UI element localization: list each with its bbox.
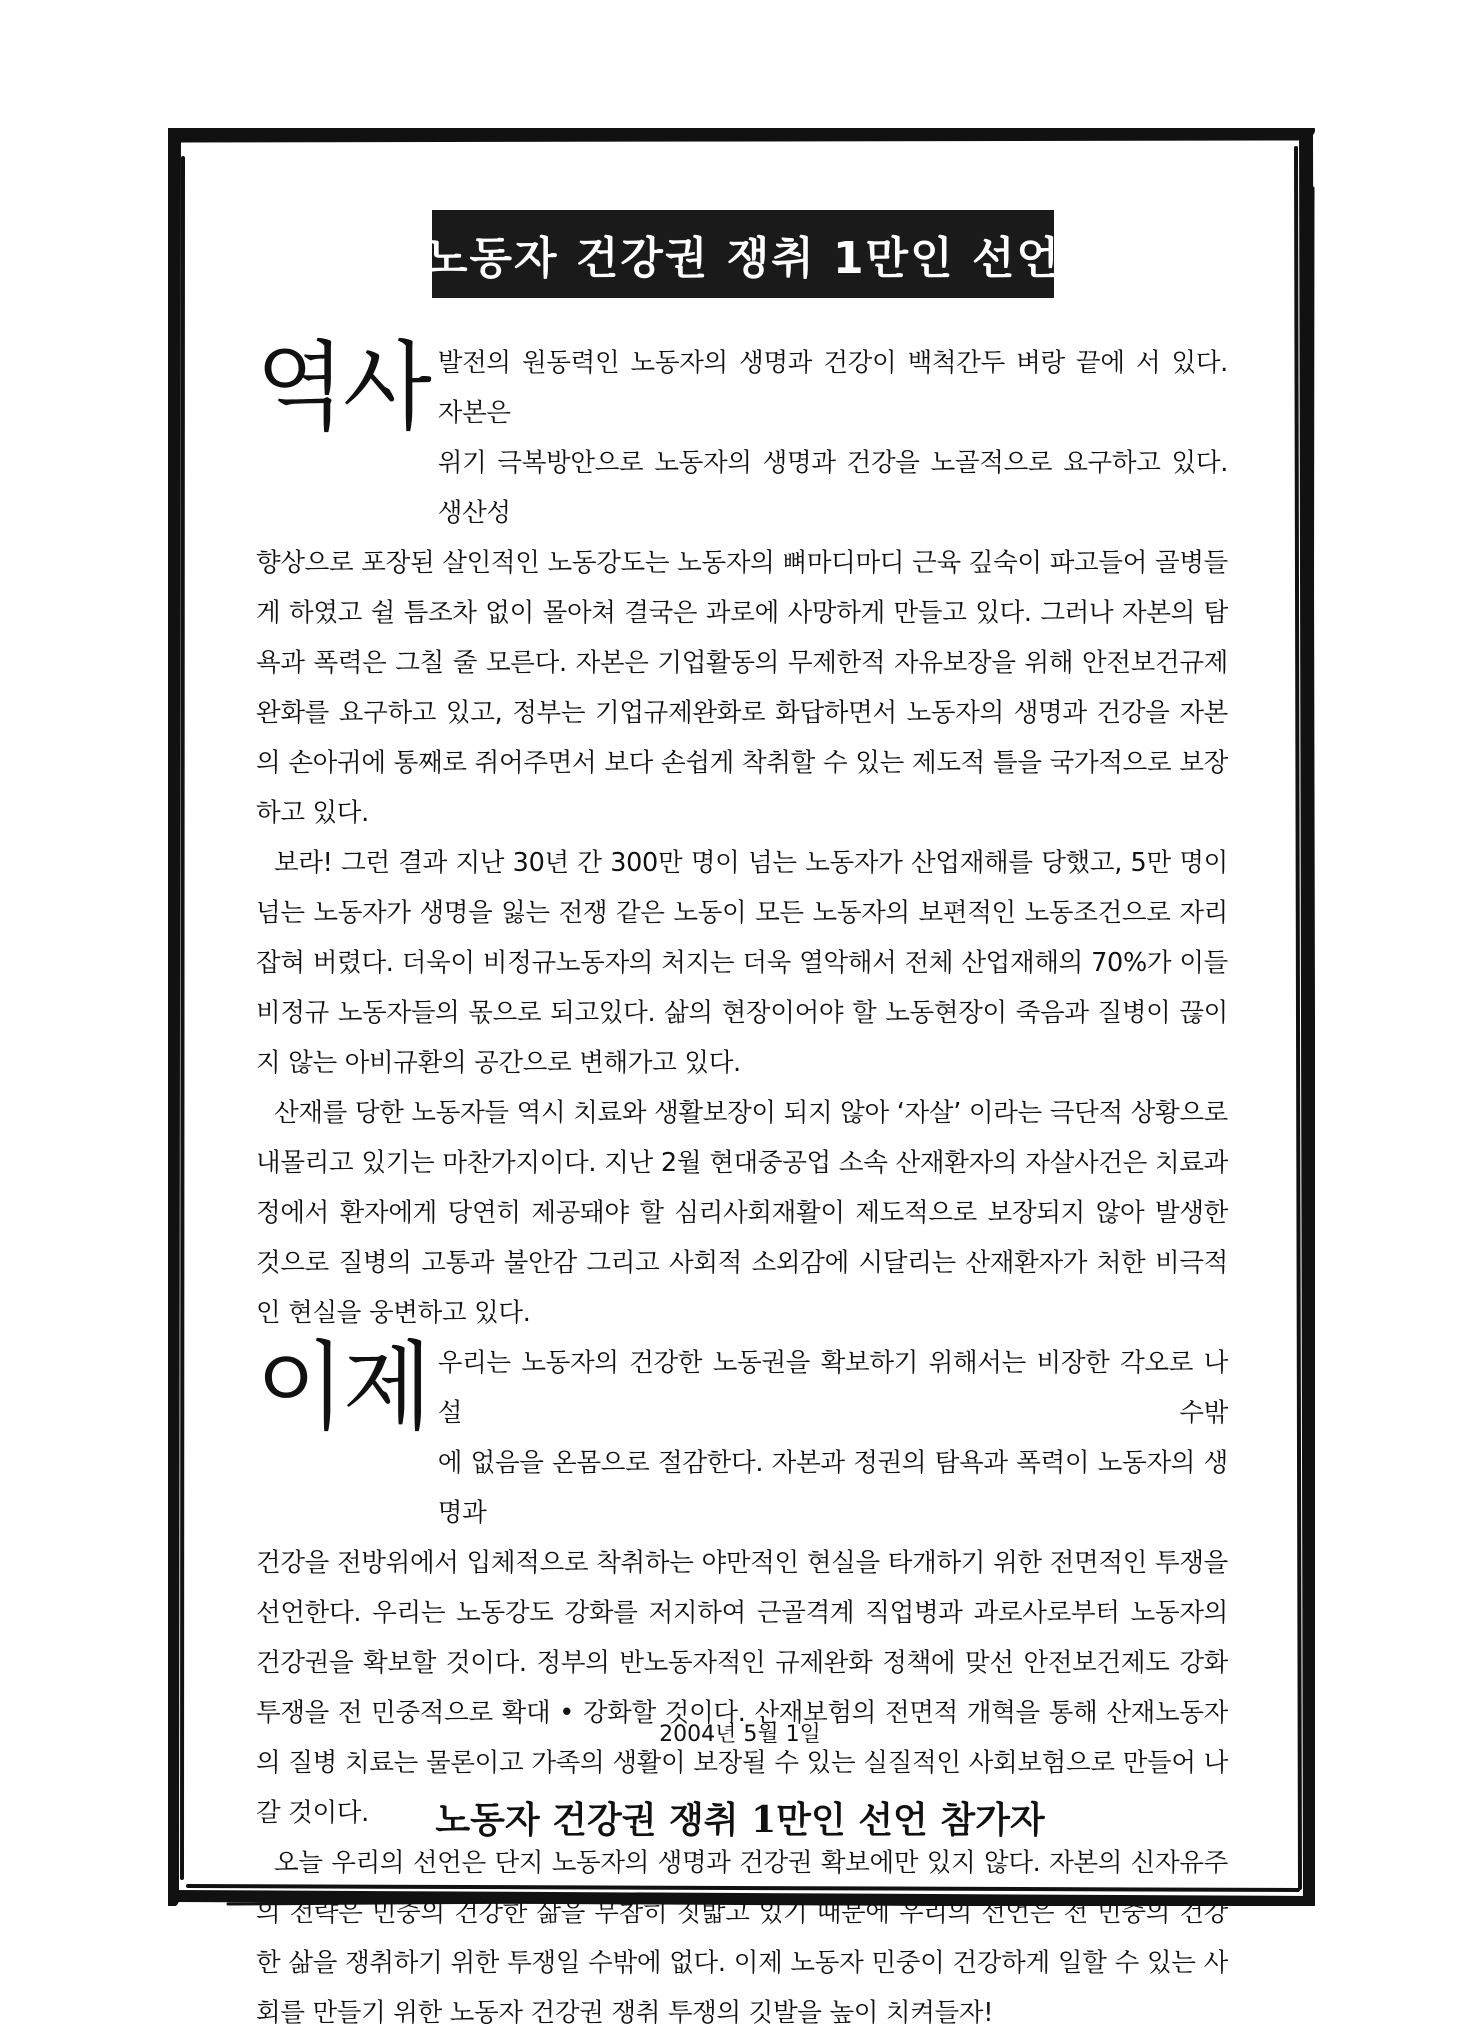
section-1-opening xyxy=(256,331,1228,538)
dropcap-yeoksa: 역사 xyxy=(256,331,430,444)
paragraph-2: 보라! 그런 결과 지난 30년 간 300만 명이 넘는 노동자가 산업재해를 당했고, 5만 명이 넘는 노동자가 생명을 잃는 전쟁 같은 노동이 모든 노동자의 보편적인 노동조건으로 자리잡혀 버렸다. 더욱이 비정규노동자의 처지는 더욱 열악해서 전체 산업재해의 70%가 이들 비정규 노동자들의 몫으로 되고있다. 삶의 현장이어야 할 노동현장이 죽음과 질병이 끊이지 않는 아비규환의 공간으로 변해가고 있다. xyxy=(256,848,1228,1078)
section-1-rest: 향상으로 포장된 살인적인 노동강도는 노동자의 뼈마디마디 근육 깊숙이 파고들어 골병들게 하였고 쉴 틈조차 없이 몰아쳐 결국은 과로에 사망하게 만들고 있다. 그러나 자본의 탐욕과 폭력은 그칠 줄 모른다. 자본은 기업활동의 무제한적 자유보장을 위해 안전보건규제완화를 요구하고 있고, 정부는 기업규제완화로 화답하면서 노동자의 생명과 건강을 자본의 손아귀에 통째로 쥐어주면서 보다 손쉽게 착취할 수 있는 제도적 틀을 국가적으로 보장하고 있다. xyxy=(256,548,1228,828)
title-banner xyxy=(425,210,1061,298)
paragraph-3: 산재를 당한 노동자들 역시 치료와 생활보장이 되지 않아 ‘자살’ 이라는 극단적 상황으로 내몰리고 있기는 마찬가지이다. 지난 2월 현대중공업 소속 산재환자의 자살사건은 치료과정에서 환자에게 당연히 제공돼야 할 심리사회재활이 제도적으로 보장되지 않아 발생한 것으로 질병의 고통과 불안감 그리고 사회적 소외감에 시달리는 산재환자가 처한 비극적인 현실을 웅변하고 있다. xyxy=(256,1098,1228,1328)
dropcap-ije: 이제 xyxy=(256,1331,430,1444)
section-2-line-1: 우리는 노동자의 건강한 노동권을 확보하기 위해서는 비장한 각오로 나설 수밖 xyxy=(437,1348,1228,1428)
section-1-line-1: 발전의 원동력인 노동자의 생명과 건강이 백척간두 벼랑 끝에 서 있다. 자본은 xyxy=(437,348,1228,428)
declaration-body xyxy=(256,331,1228,2038)
section-1-line-2: 위기 극복방안으로 노동자의 생명과 건강을 노골적으로 요구하고 있다. 생산성 xyxy=(437,448,1228,528)
paragraph-5: 오늘 우리의 선언은 단지 노동자의 생명과 건강권 확보에만 있지 않다. 자본의 신자유주의 전략은 민중의 건강한 삶을 무참히 짓밟고 있기 때문에 우리의 선언은 전 민중의 건강한 삶을 쟁취하기 위한 투쟁일 수밖에 없다. 이제 노동자 민중이 건강하게 일할 수 있는 사회를 만들기 위한 노동자 건강권 쟁취 투쟁의 깃발을 높이 치켜들자! xyxy=(256,1848,1228,2028)
section-2-rest: 건강을 전방위에서 입체적으로 착취하는 야만적인 현실을 타개하기 위한 전면적인 투쟁을 선언한다. 우리는 노동강도 강화를 저지하여 근골격계 직업병과 과로사로부터 노동자의 건강권을 확보할 것이다. 정부의 반노동자적인 규제완화 정책에 맞선 안전보건제도 강화 투쟁을 전 민중적으로 확대 • 강화할 것이다. 산재보험의 전면적 개혁을 통해 산재노동자의 질병 치료는 물론이고 가족의 생활이 보장될 수 있는 실질적인 사회보험으로 만들어 나갈 것이다. xyxy=(256,1548,1228,1828)
signoff: 노동자 건강권 쟁취 1만인 선언 참가자 xyxy=(435,1799,1045,1841)
section-2-line-2: 에 없음을 온몸으로 절감한다. 자본과 정권의 탐욕과 폭력이 노동자의 생명과 xyxy=(437,1448,1228,1528)
section-2-opening xyxy=(256,1331,1228,1538)
page-title: 노동자 건강권 쟁취 1만인 선언 xyxy=(425,233,1061,284)
declaration-date: 2004년 5월 1일 xyxy=(659,1722,821,1747)
